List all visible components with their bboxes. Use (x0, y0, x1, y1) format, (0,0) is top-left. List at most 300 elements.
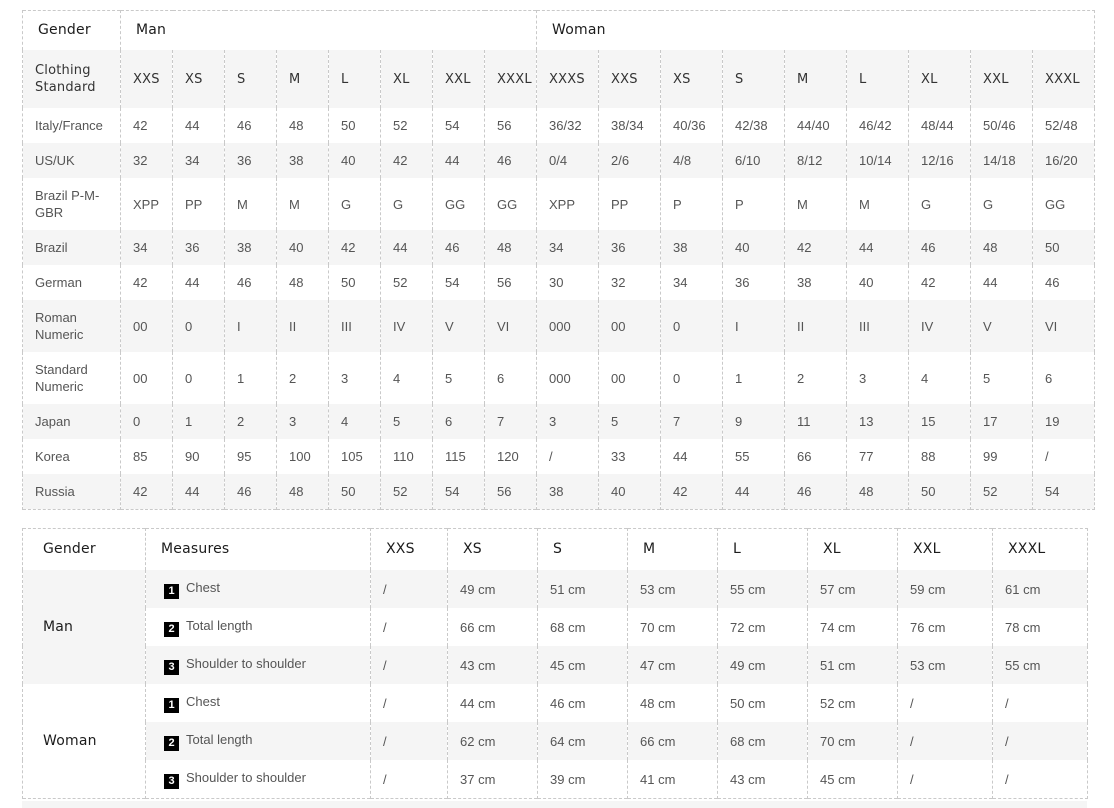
size-value-cell: 42 (381, 143, 433, 178)
size-value-cell: 46 (909, 230, 971, 265)
size-value-cell: 4 (381, 352, 433, 404)
table-row (23, 684, 1088, 722)
clothing-standard-header: Clothing Standard (23, 50, 121, 108)
measure-label: Total length (186, 618, 253, 633)
column-header: XXL (433, 50, 485, 108)
size-value-cell: 36 (599, 230, 661, 265)
size-value-cell: 99 (971, 439, 1033, 474)
size-value-cell: 56 (485, 474, 537, 510)
measure-value-cell: 57 cm (808, 570, 898, 608)
size-value-cell: 36/32 (537, 108, 599, 143)
clothing-standard-body (23, 108, 1095, 510)
measure-value-cell: / (371, 608, 448, 646)
size-value-cell: 00 (599, 300, 661, 352)
size-value-cell: 8/12 (785, 143, 847, 178)
size-value-cell: V (433, 300, 485, 352)
size-value-cell: 38 (785, 265, 847, 300)
size-value-cell: 50/46 (971, 108, 1033, 143)
size-value-cell: 46 (433, 230, 485, 265)
gender-header-row (23, 11, 1095, 51)
size-value-cell: 2/6 (599, 143, 661, 178)
size-value-cell: 14/18 (971, 143, 1033, 178)
size-value-cell: 00 (599, 352, 661, 404)
size-value-cell: 50 (329, 474, 381, 510)
size-value-cell: M (277, 178, 329, 230)
size-value-cell: 48 (277, 474, 329, 510)
size-value-cell: 3 (847, 352, 909, 404)
size-value-cell: 44 (173, 474, 225, 510)
measure-value-cell: / (371, 570, 448, 608)
size-value-cell: G (909, 178, 971, 230)
size-value-cell: 38/34 (599, 108, 661, 143)
size-value-cell: 0/4 (537, 143, 599, 178)
measure-value-cell: 61 cm (993, 570, 1088, 608)
size-value-cell: 5 (971, 352, 1033, 404)
size-value-cell: 55 (723, 439, 785, 474)
size-value-cell: VI (1033, 300, 1095, 352)
measure-number-badge: 2 (164, 622, 179, 637)
size-value-cell: 1 (225, 352, 277, 404)
size-value-cell: 52 (381, 108, 433, 143)
size-value-cell: P (723, 178, 785, 230)
column-header: XXXS (537, 50, 599, 108)
size-value-cell: 38 (661, 230, 723, 265)
size-value-cell: 12/16 (909, 143, 971, 178)
size-value-cell: 44 (433, 143, 485, 178)
size-value-cell: 42 (121, 265, 173, 300)
size-value-cell: 38 (225, 230, 277, 265)
measure-value-cell: / (371, 722, 448, 760)
size-value-cell: / (1033, 439, 1095, 474)
measure-value-cell: 53 cm (898, 646, 993, 684)
table-row (23, 570, 1088, 608)
row-label: Standard Numeric (23, 352, 121, 404)
measure-value-cell: 78 cm (993, 608, 1088, 646)
size-value-cell: M (847, 178, 909, 230)
size-value-cell: 40 (277, 230, 329, 265)
size-value-cell: 88 (909, 439, 971, 474)
row-label: Korea (23, 439, 121, 474)
size-value-cell: M (225, 178, 277, 230)
measure-value-cell: 52 cm (808, 684, 898, 722)
measure-value-cell: / (371, 760, 448, 799)
column-header: Measures (146, 529, 371, 571)
table-row (23, 300, 1095, 352)
table-row (23, 265, 1095, 300)
clothing-standard-table (22, 10, 1095, 510)
row-label: Japan (23, 404, 121, 439)
measure-value-cell: 66 cm (628, 722, 718, 760)
size-value-cell: GG (485, 178, 537, 230)
size-value-cell: G (971, 178, 1033, 230)
size-value-cell: 7 (661, 404, 723, 439)
size-value-cell: / (537, 439, 599, 474)
size-value-cell: 7 (485, 404, 537, 439)
size-value-cell: 54 (433, 108, 485, 143)
size-value-cell: 00 (121, 352, 173, 404)
size-value-cell: 42 (121, 108, 173, 143)
measure-number-badge: 1 (164, 584, 179, 599)
size-value-cell: 48 (485, 230, 537, 265)
size-value-cell: 54 (433, 474, 485, 510)
size-value-cell: 3 (329, 352, 381, 404)
measure-value-cell: 55 cm (718, 570, 808, 608)
size-value-cell: GG (433, 178, 485, 230)
size-value-cell: 48 (971, 230, 1033, 265)
size-value-cell: 100 (277, 439, 329, 474)
size-value-cell: 13 (847, 404, 909, 439)
size-value-cell: II (277, 300, 329, 352)
size-value-cell: 5 (599, 404, 661, 439)
size-value-cell: 115 (433, 439, 485, 474)
row-label: Russia (23, 474, 121, 510)
size-value-cell: PP (599, 178, 661, 230)
gender-cell: Man (23, 570, 146, 684)
size-value-cell: V (971, 300, 1033, 352)
size-value-cell: 44 (173, 108, 225, 143)
measure-label: Chest (186, 580, 220, 595)
size-value-cell: 110 (381, 439, 433, 474)
size-value-cell: 42 (329, 230, 381, 265)
size-value-cell: 6 (433, 404, 485, 439)
size-value-cell: 50 (329, 265, 381, 300)
size-value-cell: 0 (121, 404, 173, 439)
size-value-cell: 16/20 (1033, 143, 1095, 178)
column-header: XS (173, 50, 225, 108)
size-value-cell: 52 (381, 474, 433, 510)
size-value-cell: 1 (723, 352, 785, 404)
size-value-cell: 105 (329, 439, 381, 474)
size-value-cell: 4 (909, 352, 971, 404)
size-value-cell: 40 (723, 230, 785, 265)
measure-value-cell: 68 cm (538, 608, 628, 646)
size-value-cell: 42/38 (723, 108, 785, 143)
size-value-cell: 90 (173, 439, 225, 474)
size-value-cell: 56 (485, 108, 537, 143)
row-label: Roman Numeric (23, 300, 121, 352)
column-header: XXS (371, 529, 448, 571)
size-value-cell: 0 (661, 300, 723, 352)
size-value-cell: 33 (599, 439, 661, 474)
measure-value-cell: 62 cm (448, 722, 538, 760)
column-header: M (277, 50, 329, 108)
measure-value-cell: 70 cm (628, 608, 718, 646)
size-value-cell: 48 (277, 108, 329, 143)
size-value-cell: 40 (847, 265, 909, 300)
measure-number-badge: 3 (164, 660, 179, 675)
size-value-cell: 38 (277, 143, 329, 178)
size-value-cell: XPP (121, 178, 173, 230)
measure-value-cell: 55 cm (993, 646, 1088, 684)
column-header: XXL (971, 50, 1033, 108)
column-header: M (785, 50, 847, 108)
size-value-cell: 54 (1033, 474, 1095, 510)
measure-value-cell: / (898, 760, 993, 799)
size-value-cell: 48 (277, 265, 329, 300)
measure-value-cell: 59 cm (898, 570, 993, 608)
size-value-cell: I (723, 300, 785, 352)
measure-value-cell: / (371, 684, 448, 722)
measure-value-cell: 51 cm (808, 646, 898, 684)
size-value-cell: 50 (329, 108, 381, 143)
table-row (23, 439, 1095, 474)
measure-value-cell: 49 cm (448, 570, 538, 608)
column-header: XXS (121, 50, 173, 108)
measure-number-badge: 3 (164, 774, 179, 789)
table-row (23, 404, 1095, 439)
measure-value-cell: / (993, 760, 1088, 799)
column-header: L (718, 529, 808, 571)
size-value-cell: 36 (225, 143, 277, 178)
measure-value-cell: / (993, 722, 1088, 760)
measure-value-cell: 76 cm (898, 608, 993, 646)
measure-value-cell: 48 cm (628, 684, 718, 722)
size-value-cell: 10/14 (847, 143, 909, 178)
measure-value-cell: 50 cm (718, 684, 808, 722)
size-value-cell: 4/8 (661, 143, 723, 178)
size-value-cell: 6 (1033, 352, 1095, 404)
size-value-cell: 5 (433, 352, 485, 404)
size-value-cell: 000 (537, 300, 599, 352)
measure-label: Total length (186, 732, 253, 747)
size-value-cell: 0 (173, 300, 225, 352)
size-value-cell: M (785, 178, 847, 230)
measure-value-cell: / (993, 684, 1088, 722)
column-header: S (225, 50, 277, 108)
table-row (23, 178, 1095, 230)
size-value-cell: 40/36 (661, 108, 723, 143)
measure-value-cell: 53 cm (628, 570, 718, 608)
measure-label-cell (146, 646, 371, 684)
size-value-cell: 95 (225, 439, 277, 474)
size-value-cell: 34 (661, 265, 723, 300)
size-value-cell: 15 (909, 404, 971, 439)
column-header: XS (661, 50, 723, 108)
size-value-cell: 44 (173, 265, 225, 300)
size-value-cell: P (661, 178, 723, 230)
size-value-cell: 44/40 (785, 108, 847, 143)
row-label: Brazil (23, 230, 121, 265)
size-value-cell: 34 (121, 230, 173, 265)
size-value-cell: 4 (329, 404, 381, 439)
measure-value-cell: 45 cm (538, 646, 628, 684)
size-value-cell: VI (485, 300, 537, 352)
measure-label: Shoulder to shoulder (186, 656, 306, 671)
size-value-cell: 17 (971, 404, 1033, 439)
size-value-cell: 2 (785, 352, 847, 404)
column-header: XXXL (993, 529, 1088, 571)
size-value-cell: II (785, 300, 847, 352)
size-value-cell: 36 (723, 265, 785, 300)
column-header: XXL (898, 529, 993, 571)
column-header: Gender (23, 529, 146, 571)
size-value-cell: 44 (847, 230, 909, 265)
measure-label-cell (146, 570, 371, 608)
size-value-cell: 56 (485, 265, 537, 300)
measure-value-cell: 64 cm (538, 722, 628, 760)
size-value-cell: 6 (485, 352, 537, 404)
size-value-cell: 46 (485, 143, 537, 178)
size-value-cell: 000 (537, 352, 599, 404)
size-value-cell: PP (173, 178, 225, 230)
size-header-row (23, 50, 1095, 108)
size-value-cell: 66 (785, 439, 847, 474)
column-header: XL (909, 50, 971, 108)
row-label: German (23, 265, 121, 300)
measure-number-badge: 2 (164, 736, 179, 751)
size-value-cell: 2 (225, 404, 277, 439)
column-header: XL (381, 50, 433, 108)
size-value-cell: 36 (173, 230, 225, 265)
measure-value-cell: 49 cm (718, 646, 808, 684)
size-value-cell: 42 (909, 265, 971, 300)
size-value-cell: IV (909, 300, 971, 352)
size-value-cell: 44 (723, 474, 785, 510)
size-value-cell: I (225, 300, 277, 352)
measure-value-cell: 51 cm (538, 570, 628, 608)
measure-value-cell: 70 cm (808, 722, 898, 760)
size-value-cell: 46 (225, 108, 277, 143)
measure-value-cell: / (898, 684, 993, 722)
size-value-cell: 44 (971, 265, 1033, 300)
measure-value-cell: 43 cm (718, 760, 808, 799)
gender-header: Gender (23, 11, 121, 51)
measure-label-cell (146, 608, 371, 646)
gender-cell: Woman (23, 684, 146, 799)
table-row (23, 646, 1088, 684)
size-value-cell: XPP (537, 178, 599, 230)
column-header: XXS (599, 50, 661, 108)
table-row (23, 230, 1095, 265)
measure-value-cell: 41 cm (628, 760, 718, 799)
column-header: XS (448, 529, 538, 571)
measure-value-cell: 68 cm (718, 722, 808, 760)
measure-label-cell (146, 722, 371, 760)
measure-value-cell: 66 cm (448, 608, 538, 646)
row-label: Italy/France (23, 108, 121, 143)
size-value-cell: 19 (1033, 404, 1095, 439)
measures-body (23, 570, 1088, 799)
measure-value-cell: / (371, 646, 448, 684)
column-header: M (628, 529, 718, 571)
size-value-cell: 44 (381, 230, 433, 265)
size-value-cell: G (381, 178, 433, 230)
measures-header-row (23, 529, 1088, 571)
size-value-cell: 32 (599, 265, 661, 300)
size-value-cell: 85 (121, 439, 173, 474)
size-value-cell: 30 (537, 265, 599, 300)
size-value-cell: 52/48 (1033, 108, 1095, 143)
measure-label: Chest (186, 694, 220, 709)
size-value-cell: 54 (433, 265, 485, 300)
size-value-cell: 44 (661, 439, 723, 474)
column-header: S (723, 50, 785, 108)
size-value-cell: III (329, 300, 381, 352)
size-value-cell: 40 (599, 474, 661, 510)
measure-value-cell: 74 cm (808, 608, 898, 646)
size-value-cell: 3 (277, 404, 329, 439)
size-value-cell: 40 (329, 143, 381, 178)
column-header: L (329, 50, 381, 108)
measure-number-badge: 1 (164, 698, 179, 713)
measure-value-cell: 37 cm (448, 760, 538, 799)
size-value-cell: 1 (173, 404, 225, 439)
size-value-cell: 11 (785, 404, 847, 439)
size-value-cell: 50 (909, 474, 971, 510)
size-value-cell: 3 (537, 404, 599, 439)
size-value-cell: 46 (785, 474, 847, 510)
table-row (23, 108, 1095, 143)
row-label: US/UK (23, 143, 121, 178)
measure-label: Shoulder to shoulder (186, 770, 306, 785)
table-row (23, 352, 1095, 404)
size-value-cell: 0 (661, 352, 723, 404)
size-value-cell: III (847, 300, 909, 352)
size-value-cell: 48 (847, 474, 909, 510)
size-value-cell: 42 (121, 474, 173, 510)
measure-value-cell: 43 cm (448, 646, 538, 684)
size-value-cell: 46 (1033, 265, 1095, 300)
measures-table (22, 528, 1088, 799)
size-value-cell: 6/10 (723, 143, 785, 178)
table-row (23, 722, 1088, 760)
column-header: XXXL (1033, 50, 1095, 108)
table-row (23, 608, 1088, 646)
size-value-cell: 38 (537, 474, 599, 510)
size-value-cell: 34 (173, 143, 225, 178)
measure-value-cell: 39 cm (538, 760, 628, 799)
size-value-cell: 48/44 (909, 108, 971, 143)
column-header: L (847, 50, 909, 108)
row-label: Brazil P-M-GBR (23, 178, 121, 230)
measure-value-cell: 45 cm (808, 760, 898, 799)
size-value-cell: GG (1033, 178, 1095, 230)
measure-value-cell: 47 cm (628, 646, 718, 684)
measure-value-cell: 72 cm (718, 608, 808, 646)
size-value-cell: 50 (1033, 230, 1095, 265)
measure-value-cell: 44 cm (448, 684, 538, 722)
size-value-cell: 42 (785, 230, 847, 265)
size-value-cell: 77 (847, 439, 909, 474)
size-value-cell: 32 (121, 143, 173, 178)
size-value-cell: 52 (381, 265, 433, 300)
size-value-cell: 42 (661, 474, 723, 510)
size-value-cell: 0 (173, 352, 225, 404)
size-value-cell: 46/42 (847, 108, 909, 143)
size-value-cell: 34 (537, 230, 599, 265)
size-value-cell: 46 (225, 265, 277, 300)
woman-section-header: Woman (537, 11, 1095, 51)
measure-value-cell: / (898, 722, 993, 760)
man-section-header: Man (121, 11, 537, 51)
size-value-cell: 5 (381, 404, 433, 439)
table-row (23, 143, 1095, 178)
size-value-cell: 52 (971, 474, 1033, 510)
column-header: XXXL (485, 50, 537, 108)
size-value-cell: 9 (723, 404, 785, 439)
measure-label-cell (146, 760, 371, 799)
table-row (23, 474, 1095, 510)
size-value-cell: 00 (121, 300, 173, 352)
measure-value-cell: 46 cm (538, 684, 628, 722)
measure-label-cell (146, 684, 371, 722)
column-header: XL (808, 529, 898, 571)
size-value-cell: G (329, 178, 381, 230)
column-header: S (538, 529, 628, 571)
size-value-cell: 46 (225, 474, 277, 510)
size-value-cell: 2 (277, 352, 329, 404)
table-row (23, 760, 1088, 799)
